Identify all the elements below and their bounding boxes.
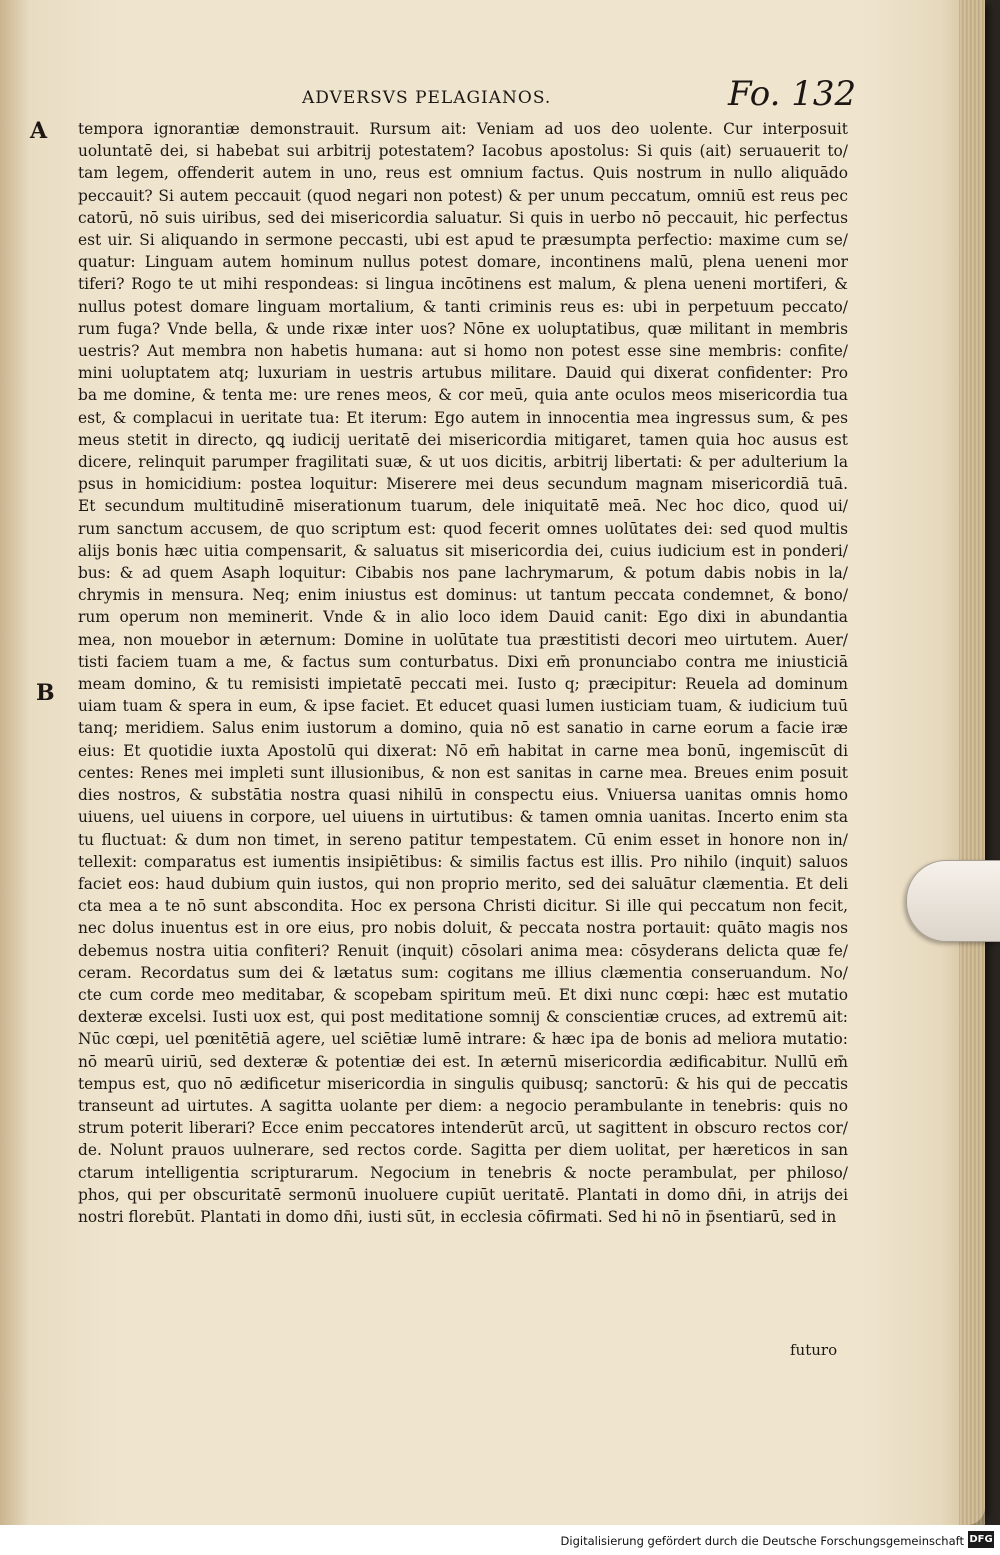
- text-line: quatur: Linguam autem hominum nullus potest domare, incontinens malū, plena ueneni mor: [78, 253, 848, 272]
- text-line: strum poterit liberari? Ecce enim peccatores intenderūt arcū, ut sagittent in obscuro rectos cor/: [78, 1119, 848, 1138]
- page-edge-stack: [959, 0, 985, 1525]
- text-line: est uir. Si aliquando in sermone peccasti, ubi est apud te præsumpta perfectio: maxime cum se/: [78, 231, 848, 250]
- margin-letter-b: B: [36, 680, 55, 706]
- text-line: nec dolus inuentus est in ore eius, pro nobis doluit, & peccata nostra portauit: quāto magis nos: [78, 919, 848, 938]
- text-line: ceram. Recordatus sum dei & lætatus sum: cogitans me illius clæmentia conseruandum. No/: [78, 963, 848, 982]
- text-line: catorū, nō suis uiribus, sed dei misericordia saluatur. Si quis in uerbo nō peccauit, hic perfectus: [78, 208, 848, 227]
- dfg-logo: DFG: [968, 1531, 994, 1548]
- text-line: meam domino, & tu remisisti impietatē peccati mei. Iusto q; præcipitur: Reuela ad dominum: [78, 675, 848, 694]
- catchword: futuro: [790, 1341, 838, 1359]
- text-line: tellexit: comparatus est iumentis insipiētibus: & similis factus est illis. Pro nihilo (inquit) saluos: [78, 852, 848, 871]
- text-line: phos, qui per obscuritatē sermonū inuoluere cupiūt ueritatē. Plantati in domo dn̄i, in atrijs dei: [78, 1185, 848, 1204]
- text-line: tempus est, quo nō ædificetur misericordia in singulis quibusq; sanctorū: & his qui de peccatis: [78, 1074, 848, 1093]
- text-line: Et secundum multitudinē miserationum tuarum, dele iniquitatē meā. Nec hoc dico, quod ui/: [78, 497, 848, 516]
- text-line: dicere, relinquit parumper fragilitati suæ, & ut uos dicitis, arbitrij libertati: & per adulterium la: [78, 453, 848, 472]
- footer-credit: Digitalisierung gefördert durch die Deutsche Forschungsgemeinschaft: [560, 1534, 964, 1548]
- text-line: nostri florebūt. Plantati in domo dn̄i, iusti sūt, in ecclesia cōfirmati. Sed hi nō in p̄sentiarū, sed in: [78, 1207, 837, 1226]
- text-line: chrymis in mensura. Neq; enim iniustus est dominus: ut tantum peccata condemnet, & bono/: [78, 586, 848, 605]
- text-line: uiuens, uel uiuens in corpore, uel uiuens in uirtutibus: & tamen omnia uanitas. Incerto enim sta: [78, 808, 848, 827]
- text-line: rum operum non meminerit. Vnde & in alio loco idem Dauid canit: Ego dixi in abundantia: [78, 608, 848, 627]
- text-line: tisti faciem tuam a me, & factus sum conturbatus. Dixi em̄ pronunciabo contra me iniusticiā: [78, 652, 848, 671]
- text-line: meus stetit in directo, ꝗꝗ iudicij ueritatē dei misericordia mitigaret, tamen quia hoc ausus est: [78, 430, 848, 449]
- text-line: de. Nolunt prauos uulnerare, sed rectos corde. Sagitta per diem uolitat, per hæreticos in san: [78, 1141, 848, 1160]
- text-line: cte cum corde meo meditabar, & scopebam spiritum meū. Et dixi nunc cœpi: hæc est mutatio: [78, 985, 848, 1004]
- text-line: centes: Renes mei impleti sunt illusionibus, & non est sanitas in carne mea. Breues enim posuit: [78, 763, 848, 782]
- text-line: mea, non mouebor in æternum: Domine in uolūtate tua præstitisti decori meo uirtutem. Auer/: [78, 630, 848, 649]
- text-line: faciet eos: haud dubium quin iustos, qui non proprio merito, sed dei saluātur clæmentia. Et deli: [78, 874, 848, 893]
- text-line: peccauit? Si autem peccauit (quod negari non potest) & per unum peccatum, omniū est reus pec: [78, 186, 848, 205]
- text-line: debemus nostra uitia confiteri? Renuit (inquit) cōsolari anima mea: cōsyderans delicta quæ fe/: [78, 941, 848, 960]
- text-line: dies nostros, & substātia nostra quasi nihilū in conspectu eius. Vniuersa uanitas omnis homo: [78, 786, 848, 805]
- text-line: tanq; meridiem. Salus enim iustorum a domino, quia nō est sanatio in carne eorum a facie iræ: [78, 719, 848, 738]
- text-line: tam legem, offenderit autem in uno, reus est omnium factus. Quis nostrum in nullo aliquādo: [78, 164, 848, 183]
- text-line: psus in homicidium: postea loquitur: Miserere mei deus secundum magnam misericordiā tuā.: [78, 475, 848, 494]
- text-line: eius: Et quotidie iuxta Apostolū qui dixerat: Nō em̄ habitat in carne mea bonū, ingemiscūt di: [78, 741, 848, 760]
- body-text: [78, 118, 848, 1228]
- text-line: uestris? Aut membra non habetis humana: aut si homo non potest esse sine membris: confite/: [78, 342, 848, 361]
- text-line: Nūc cœpi, uel pœnitētiā agere, uel sciētiæ lumē intrare: & hæc ipa de bonis ad meliora mutatio:: [78, 1030, 848, 1049]
- text-line: dexteræ excelsi. Iusti uox est, qui post meditatione somnij & conscientiæ cruces, ad extremū ait:: [78, 1008, 848, 1027]
- text-line: bus: & ad quem Asaph loquitur: Cibabis nos pane lachrymarum, & potum dabis nobis in la/: [78, 564, 848, 583]
- text-line: ctarum intelligentia scripturarum. Negocium in tenebris & nocte perambulat, per philoso/: [78, 1163, 848, 1182]
- text-line: tu fluctuat: & dum non timet, in sereno patitur tempestatem. Cū enim esset in honore non in/: [78, 830, 848, 849]
- text-line: est, & complacui in ueritate tua: Et iterum: Ego autem in innocentia mea ingressus sum, & pes: [78, 408, 848, 427]
- text-line: rum fuga? Vnde bella, & unde rixæ inter uos? Nōne ex uoluptatibus, quæ militant in membris: [78, 319, 848, 338]
- folio-number: Fo. 132: [728, 74, 857, 114]
- margin-letter-a: A: [30, 118, 48, 144]
- text-line: transeunt ad uirtutes. A sagitta uolante per diem: a negocio perambulante in tenebris: quis no: [78, 1096, 848, 1115]
- text-line: alijs bonis hæc uitia compensarit, & saluatus sit misericordia dei, cuius iudicium est in ponderi/: [78, 541, 848, 560]
- text-line: nō mearū uiriū, sed dexteræ & potentiæ dei est. In æternū misericordia ædificabitur. Nullū em̄: [78, 1052, 848, 1071]
- text-line: uiam tuam & spera in eum, & ipse faciet. Et educet quasi lumen iusticiam tuam, & iudicium tuū: [78, 697, 848, 716]
- text-line: mini uoluptatem atq; luxuriam in uestris artubus militare. Dauid qui dixerat confidenter: Pro: [78, 364, 848, 383]
- text-line: rum sanctum accusem, de quo scriptum est: quod fecerit omnes uolūtates dei: sed quod multis: [78, 519, 848, 538]
- text-line: ba me domine, & tenta me: ure renes meos, & cor meū, quia ante oculos meos misericordia tua: [78, 386, 848, 405]
- text-line: cta mea a te nō sunt abscondita. Hoc ex persona Christi dicitur. Si ille qui peccatum non fecit,: [78, 897, 848, 916]
- text-line: tempora ignorantiæ demonstrauit. Rursum ait: Veniam ad uos deo uolente. Cur interposuit: [78, 120, 848, 138]
- running-title: ADVERSVS PELAGIANOS.: [302, 88, 552, 108]
- text-line: uoluntatē dei, si habebat sui arbitrij potestatem? Iacobus apostolus: Si quis (ait) seruauerit to/: [78, 142, 848, 161]
- page-clip-bookmark: [906, 860, 1000, 942]
- text-line: tiferi? Rogo te ut mihi respondeas: si lingua incōtinens est malum, & plena ueneni mortiferi, &: [78, 275, 848, 294]
- text-line: nullus potest domare linguam mortalium, & tanti criminis reus es: ubi in perpetuum peccato/: [78, 297, 848, 316]
